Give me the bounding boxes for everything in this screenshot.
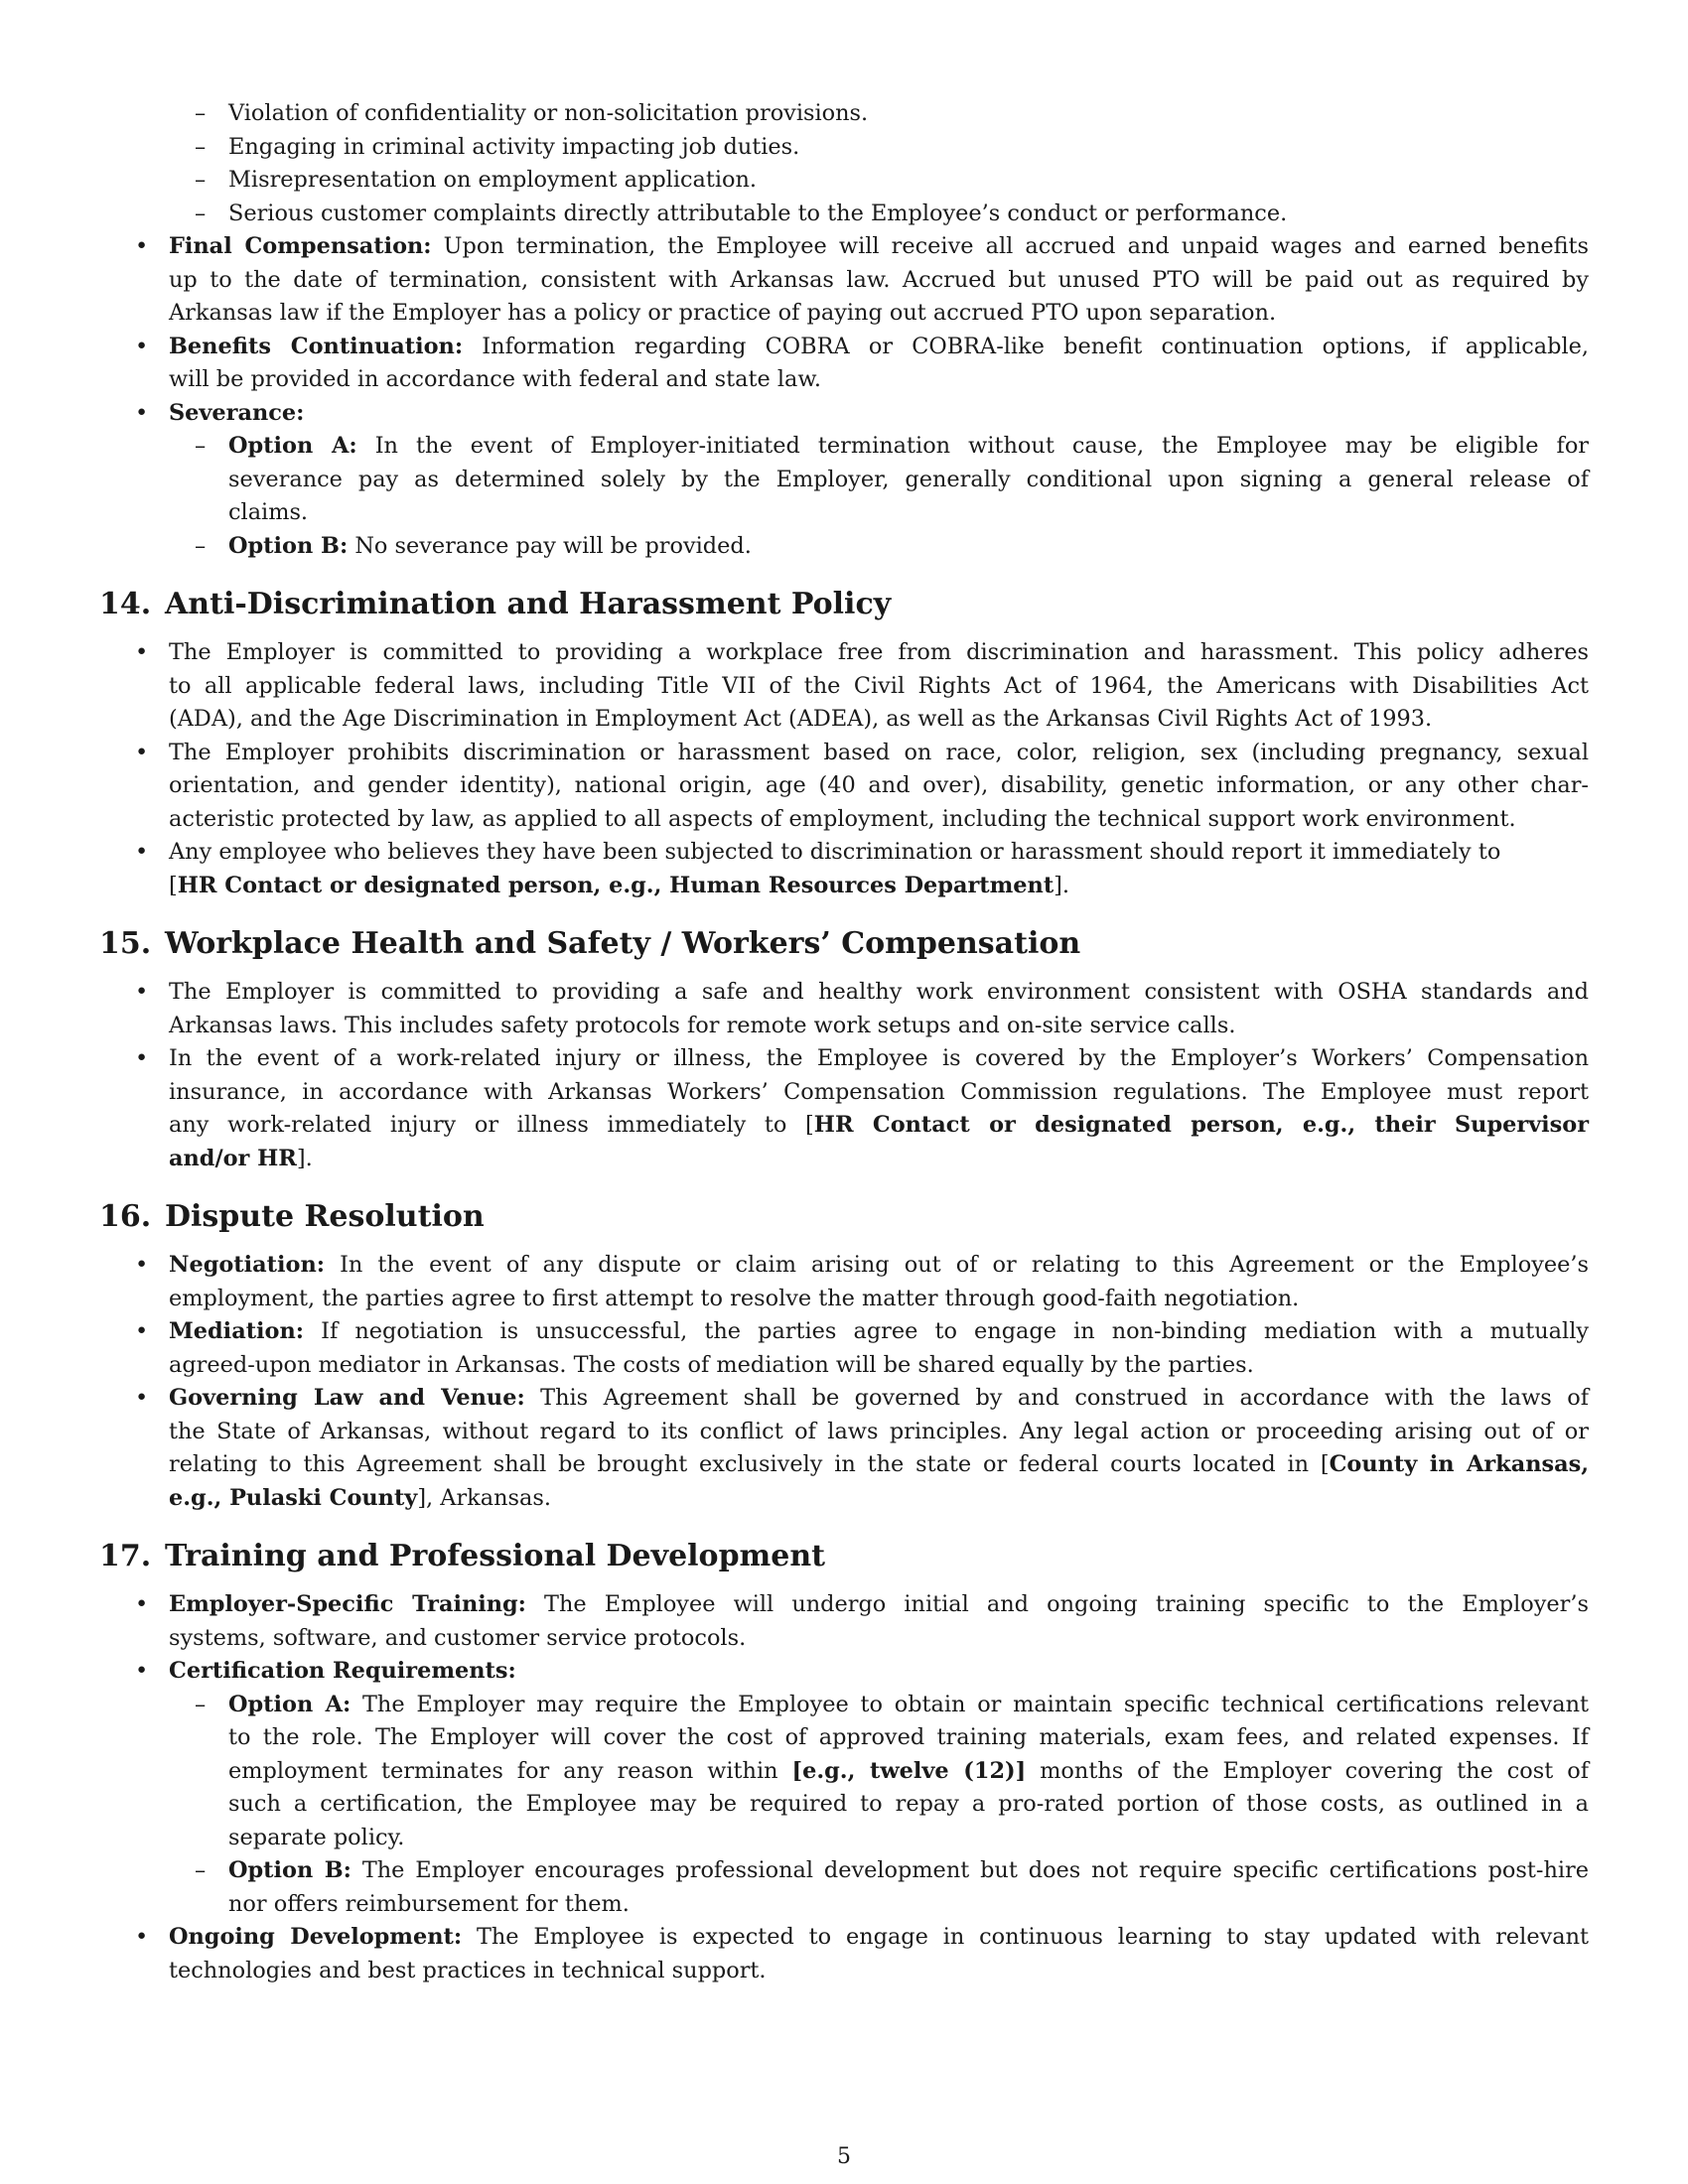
bullet-marker: • bbox=[135, 1591, 149, 1617]
page-number: 5 bbox=[837, 2144, 851, 2169]
section-heading-17: 17. Training and Professional Development bbox=[99, 1539, 826, 1573]
section-heading-15: 15. Workplace Health and Safety / Workers’ Compensation bbox=[99, 926, 1081, 961]
placeholder-text: and/or HR bbox=[169, 1145, 297, 1171]
item-label: Final Compensation: bbox=[169, 233, 432, 259]
dash-marker: – bbox=[195, 200, 207, 226]
sub-list-item: – Engaging in criminal activity impacting job duties. bbox=[99, 131, 1589, 165]
sub-list-item: – Violation of confidentiality or non-solicitation provisions. bbox=[99, 97, 1589, 131]
bullet-marker: • bbox=[135, 1385, 149, 1411]
item-label: Mediation: bbox=[169, 1318, 305, 1344]
bullet-marker: • bbox=[135, 1252, 149, 1278]
section-heading-14: 14. Anti-Discrimination and Harassment Policy bbox=[99, 587, 892, 621]
item-label: Option B: bbox=[228, 1857, 352, 1883]
bullet-marker: • bbox=[135, 839, 149, 865]
bullet-marker: • bbox=[135, 399, 149, 426]
item-label: Certification Requirements: bbox=[169, 1658, 516, 1684]
sub-list-item: – Option A: In the event of Employer-initiated termination without cause, the Employee may be eligible for bbox=[99, 430, 1589, 464]
document-body bbox=[99, 97, 1589, 1987]
item-label: Severance: bbox=[169, 399, 305, 426]
dash-marker: – bbox=[195, 100, 207, 126]
bullet-marker: • bbox=[135, 333, 149, 359]
dash-marker: – bbox=[195, 532, 207, 559]
bullet-marker: • bbox=[135, 639, 149, 665]
item-label: Option A: bbox=[228, 1691, 352, 1717]
bullet-marker: • bbox=[135, 1318, 149, 1344]
placeholder-text: HR Contact or designated person, e.g., Human Resources Department bbox=[177, 872, 1055, 898]
list-item-severance: • Severance: – Option A: In the event of Employer-initiated termination without cause, the Employee may be eligible for severance pay as determined solely by the Employer, generally conditional upon signing a general release of claims. – Option B: No severance pay will be provided. bbox=[99, 397, 1589, 564]
sub-list-item: – Option B: No severance pay will be provided. bbox=[99, 530, 1589, 564]
bullet-marker: • bbox=[135, 1045, 149, 1071]
placeholder-text: County in Arkansas, bbox=[1329, 1451, 1589, 1477]
list-item-final-compensation: • Final Compensation: Upon termination, the Employee will receive all accrued and unpaid wages and earned benefits up to the date of termination, consistent with Arkansas law. Accrued but unused PTO will be paid out as required by Arkansas law if the Employer has a policy or practice of paying out accrued PTO upon separation. bbox=[99, 230, 1589, 331]
item-label: Governing Law and Venue: bbox=[169, 1385, 525, 1411]
list-item-governing-law: • Governing Law and Venue: This Agreement shall be governed by and construed in accordance with the laws of the State of Arkansas, without regard to its conflict of laws principles. Any legal action or proceeding arising out of or relating to this Agreement shall be brought exclusively in the state or federal courts located in [County in Arkansas, e.g., Pulaski County], Arkansas. bbox=[99, 1382, 1589, 1515]
item-label: Employer-Specific Training: bbox=[169, 1591, 526, 1617]
placeholder-text: e.g., Pulaski County bbox=[169, 1484, 418, 1511]
bullet-marker: • bbox=[135, 979, 149, 1005]
sub-list-item: – Misrepresentation on employment application. bbox=[99, 164, 1589, 198]
dash-marker: – bbox=[195, 1857, 207, 1883]
sub-list-item: – Serious customer complaints directly attributable to the Employee’s conduct or performance. bbox=[99, 198, 1589, 231]
dash-marker: – bbox=[195, 1691, 207, 1717]
list-item-ongoing-development: • Ongoing Development: The Employee is expected to engage in continuous learning to stay updated with relevant technologies and best practices in technical support. bbox=[99, 1921, 1589, 1987]
item-label: Benefits Continuation: bbox=[169, 333, 464, 359]
sub-list-item: – Option B: The Employer encourages professional development but does not require specific certifications post-hire bbox=[99, 1854, 1589, 1888]
placeholder-text: HR Contact or designated person, e.g., their Supervisor bbox=[813, 1112, 1589, 1138]
placeholder-text: [e.g., twelve (12)] bbox=[791, 1757, 1027, 1784]
list-item: • The Employer is committed to providing a safe and healthy work environment consistent with OSHA standards and Arkansas laws. This includes safety protocols for remote work setups and on-site service calls. bbox=[99, 976, 1589, 1042]
list-item-negotiation: • Negotiation: In the event of any dispute or claim arising out of or relating to this Agreement or the Employee’s employment, the parties agree to first attempt to resolve the matter through good-faith negotiation. bbox=[99, 1249, 1589, 1315]
sub-list-item: – Option A: The Employer may require the Employee to obtain or maintain specific technical certifications relevant bbox=[99, 1689, 1589, 1722]
bullet-marker: • bbox=[135, 233, 149, 259]
dash-marker: – bbox=[195, 167, 207, 193]
list-item-certification: • Certification Requirements: – Option A: The Employer may require the Employee to obtain or maintain specific technical certifications relevant to the role. The Employer will cover the cost of approved training materials, exam fees, and related expenses. If employment terminates for any reason within [e.g., twelve (12)] months of the Employer covering the cost of such a certification, the Employee may be required to repay a pro-rated portion of those costs, as outlined in a separate policy. – Option B: The Employer encourages professional development but does not require specific certifications post-hire nor offers reimbursement for them. bbox=[99, 1655, 1589, 1921]
list-item-employer-training: • Employer-Specific Training: The Employee will undergo initial and ongoing training specific to the Employer’s systems, software, and customer service protocols. bbox=[99, 1588, 1589, 1655]
list-item: • Any employee who believes they have been subjected to discrimination or harassment should report it immediately to [HR Contact or designated person, e.g., Human Resources Department]. bbox=[99, 836, 1589, 902]
list-item: • The Employer is committed to providing a workplace free from discrimination and harassment. This policy adheres to all applicable federal laws, including Title VII of the Civil Rights Act of 1964, the Americans with Disabilities Act (ADA), and the Age Discrimination in Employment Act (ADEA), as well as the Arkansas Civil Rights Act of 1993. bbox=[99, 636, 1589, 737]
item-label: Ongoing Development: bbox=[169, 1924, 463, 1950]
list-item-mediation: • Mediation: If negotiation is unsuccessful, the parties agree to engage in non-binding mediation with a mutually agreed-upon mediator in Arkansas. The costs of mediation will be shared equally by the parties. bbox=[99, 1315, 1589, 1382]
bullet-marker: • bbox=[135, 739, 149, 765]
dash-marker: – bbox=[195, 133, 207, 160]
item-label: Negotiation: bbox=[169, 1252, 325, 1278]
list-item: • The Employer prohibits discrimination or harassment based on race, color, religion, sex (including pregnancy, sexual orientation, and gender identity), national origin, age (40 and over), disability, genetic information, or any other char- acteristic protected by law, as applied to all aspects of employment, including the technical support work environment. bbox=[99, 737, 1589, 837]
bullet-marker: • bbox=[135, 1658, 149, 1684]
item-label: Option B: bbox=[228, 532, 349, 559]
item-label: Option A: bbox=[228, 433, 357, 459]
section-heading-16: 16. Dispute Resolution bbox=[99, 1199, 485, 1234]
bullet-marker: • bbox=[135, 1924, 149, 1950]
dash-marker: – bbox=[195, 433, 207, 459]
list-item-benefits-continuation: • Benefits Continuation: Information regarding COBRA or COBRA-like benefit continuation options, if applicable, will be provided in accordance with federal and state law. bbox=[99, 331, 1589, 397]
list-item: • In the event of a work-related injury or illness, the Employee is covered by the Employer’s Workers’ Compensation insurance, in accordance with Arkansas Workers’ Compensation Commission regulations. The Employee must report any work-related injury or illness immediately to [HR Contact or designated person, e.g., their Supervisor and/or HR]. bbox=[99, 1042, 1589, 1175]
